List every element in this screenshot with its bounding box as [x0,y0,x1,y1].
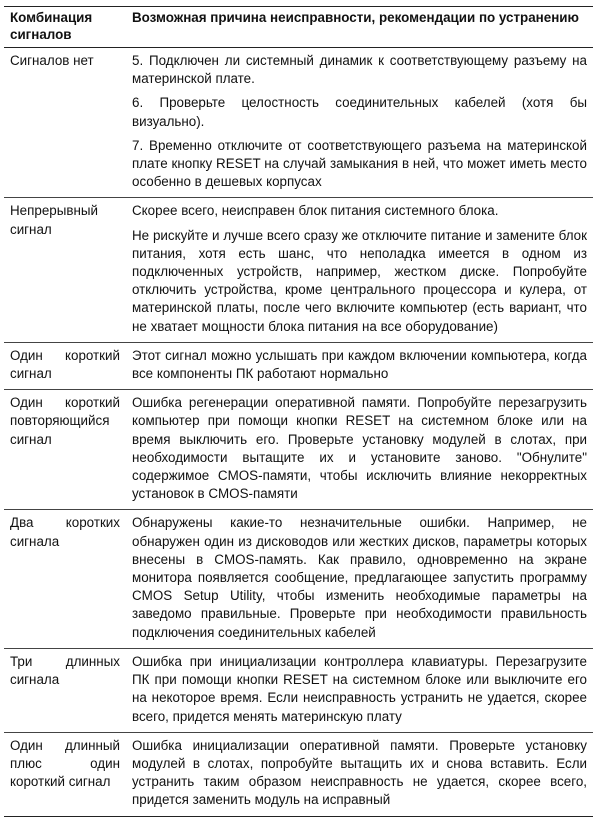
recommendation-cell [126,390,593,510]
recommendation-text: Скорее всего, неисправен блок питания системного блока. [132,203,499,219]
signal-cell: Сигналов нет [4,48,126,198]
table-body [4,48,593,817]
signal-cell: Один длинный плюс один короткий сигнал [4,732,126,816]
signal-cell: Три длинных сигнала [4,648,126,732]
table-row [4,510,593,648]
recommendation-cell [126,198,593,342]
table-header [4,7,593,48]
recommendation-text: 7. Временно отключите от соответствующего разъема на материнской плате кнопку RESET на случай замыкания в ней, что может иметь место особенно в дешевых корпусах [132,137,587,190]
recommendation-text: Этот сигнал можно услышать при каждом включении компьютера, когда все компоненты ПК работают нормально [132,347,587,382]
header-signal-combination: Комбинация сигналов [4,7,126,48]
table-row [4,48,593,198]
document-page [0,6,597,818]
header-cause-recommendation: Возможная причина неисправности, рекомендации по устранению [126,7,593,48]
signal-cell: Непрерывный сигнал [4,198,126,342]
recommendation-text: Ошибка регенерации оперативной памяти. Попробуйте перезагрузить компьютер при помощи кнопки RESET на системном блоке или на время выключить его. Проверьте установку модулей в слотах, при необходимости вытащите их и установите заново. "Обнулите" содержимое CMOS-памяти, чтобы исключить влияние некорректных установок в CMOS-памяти [132,395,587,502]
recommendation-text: 5. Подключен ли системный динамик к соответствующему разъему на материнской плате. [132,53,587,87]
recommendation-cell [126,342,593,389]
table-row [4,390,593,510]
signal-cell: Два коротких сигнала [4,510,126,648]
table-row [4,648,593,732]
recommendation-text: Обнаружены какие-то незначительные ошибки. Например, не обнаружен один из дисководов или жестких дисков, параметры которых внесены в CMOS-память. Как правило, одновременно на экране монитора появляется сообщение, предлагающее запустить программу CMOS Setup Utility, чтобы изменить необходимые параметры на заведомо правильные. Проверьте при необходимости правильность подключения соединительных кабелей [132,515,587,640]
recommendation-cell [126,510,593,648]
recommendation-cell [126,648,593,732]
recommendation-text: 6. Проверьте целостность соединительных кабелей (хотя бы визуально). [132,95,587,129]
table-row [4,342,593,389]
header-row [4,7,593,48]
recommendation-text: Не рискуйте и лучше всего сразу же отключите питание и замените блок питания, хотя есть шанс, что неполадка имеется в одном из подключенных устройств, например, жестком диске. Попробуйте отключить устройства, кроме центрального процессора и кулера, от материнской платы, после чего включите компьютер (есть вариант, что не хватает мощности блока питания на все оборудование) [132,227,587,334]
beep-codes-table [4,6,593,817]
signal-cell: Один короткий сигнал [4,342,126,389]
table-row [4,732,593,816]
recommendation-cell [126,732,593,816]
table-row [4,198,593,342]
recommendation-cell [126,48,593,198]
signal-cell: Один короткий повторяющийся сигнал [4,390,126,510]
recommendation-text: Ошибка инициализации оперативной памяти. Проверьте установку модулей в слотах, попробуйте вытащить их и снова вставить. Если устранить таким образом неисправность не удается, скорее всего, придется заменить модуль на исправный [132,737,587,808]
recommendation-text: Ошибка при инициализации контроллера клавиатуры. Перезагрузите ПК при помощи кнопки RESET на системном блоке или выключите его на некоторое время. Если неисправность устранить не удается, скорее всего, придется менять материнскую плату [132,653,587,724]
